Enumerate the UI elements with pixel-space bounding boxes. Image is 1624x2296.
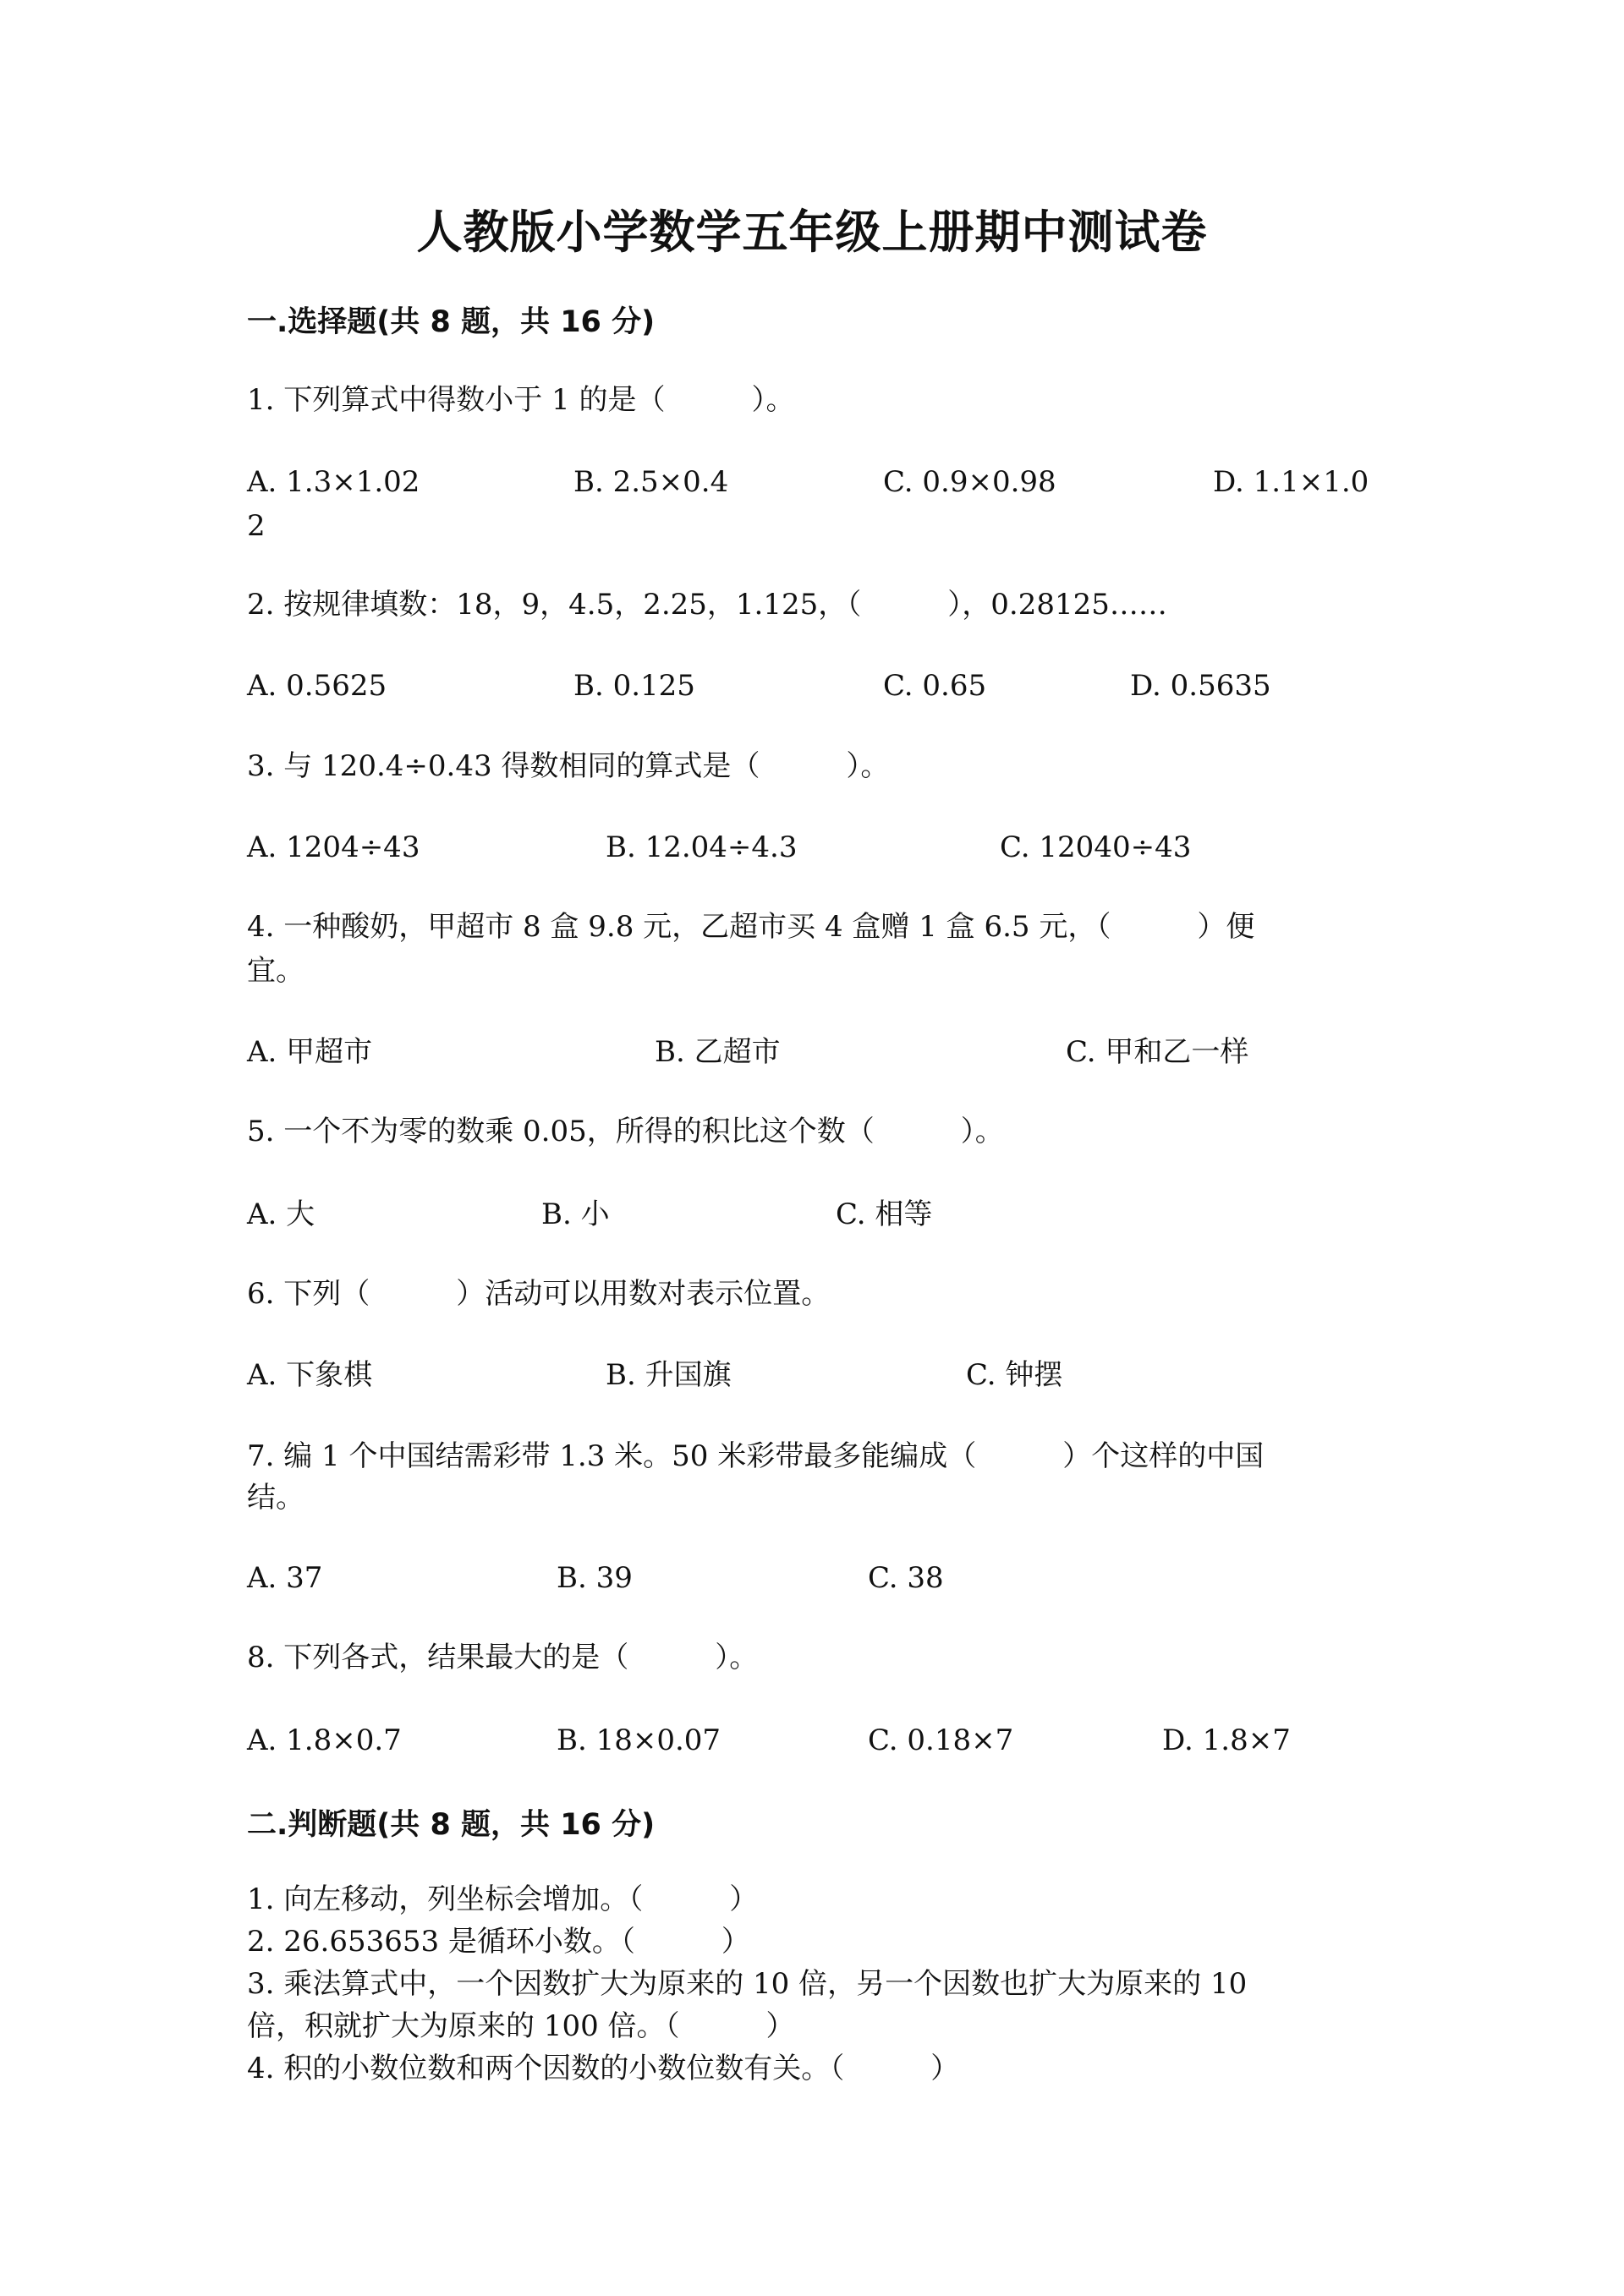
judgement-item-2: 2. 26.653653 是循环小数。（ ） [247, 1925, 750, 1959]
question-3-option-c: C. 12040÷43 [1000, 830, 1192, 864]
question-8-option-a: A. 1.8×0.7 [247, 1723, 402, 1757]
question-8-stem: 8. 下列各式，结果最大的是（ ）。 [247, 1641, 759, 1674]
question-1-stem: 1. 下列算式中得数小于 1 的是（ ）。 [247, 383, 795, 417]
question-4-option-b: B. 乙超市 [655, 1035, 781, 1069]
question-3-option-a: A. 1204÷43 [247, 830, 420, 864]
page-title: 人教版小学数学五年级上册期中测试卷 [416, 205, 1208, 259]
question-5-option-a: A. 大 [247, 1197, 315, 1231]
judgement-item-3: 3. 乘法算式中，一个因数扩大为原来的 10 倍，另一个因数也扩大为原来的 10 [247, 1967, 1248, 2001]
question-2-stem: 2. 按规律填数：18，9，4.5，2.25，1.125，（ ），0.28125…… [247, 588, 1167, 622]
judgement-item-3-wrap: 倍，积就扩大为原来的 100 倍。（ ） [247, 2009, 795, 2043]
question-8-option-c: C. 0.18×7 [868, 1723, 1014, 1757]
question-5-stem: 5. 一个不为零的数乘 0.05，所得的积比这个数（ ）。 [247, 1115, 1004, 1148]
question-1-option-c: C. 0.9×0.98 [883, 465, 1056, 499]
question-4-stem: 4. 一种酸奶，甲超市 8 盒 9.8 元，乙超市买 4 盒赠 1 盒 6.5 元，（ ）便 [247, 910, 1255, 944]
judgement-item-1: 1. 向左移动，列坐标会增加。（ ） [247, 1882, 759, 1916]
question-7-option-b: B. 39 [557, 1561, 633, 1595]
question-6-stem: 6. 下列（ ）活动可以用数对表示位置。 [247, 1277, 831, 1311]
question-1-option-d: D. 1.1×1.0 [1213, 465, 1369, 499]
question-7-stem-wrap: 结。 [247, 1481, 304, 1515]
question-3-stem: 3. 与 120.4÷0.43 得数相同的算式是（ ）。 [247, 749, 890, 783]
question-2-option-c: C. 0.65 [883, 669, 987, 703]
question-7-option-a: A. 37 [247, 1561, 323, 1595]
judgement-item-4: 4. 积的小数位数和两个因数的小数位数有关。（ ） [247, 2052, 960, 2085]
question-3-option-b: B. 12.04÷4.3 [606, 830, 798, 864]
question-7-stem: 7. 编 1 个中国结需彩带 1.3 米。50 米彩带最多能编成（ ）个这样的中国 [247, 1439, 1265, 1473]
question-1-option-b: B. 2.5×0.4 [573, 465, 729, 499]
question-2-option-b: B. 0.125 [573, 669, 695, 703]
question-2-option-d: D. 0.5635 [1130, 669, 1271, 703]
question-4-option-c: C. 甲和乙一样 [1066, 1035, 1249, 1069]
question-8-option-b: B. 18×0.07 [557, 1723, 721, 1757]
question-6-option-c: C. 钟摆 [966, 1358, 1063, 1392]
question-4-stem-wrap: 宜。 [247, 954, 304, 988]
question-7-option-c: C. 38 [868, 1561, 944, 1595]
question-5-option-c: C. 相等 [836, 1197, 933, 1231]
question-6-option-b: B. 升国旗 [606, 1358, 732, 1392]
question-8-option-d: D. 1.8×7 [1162, 1723, 1291, 1757]
question-6-option-a: A. 下象棋 [247, 1358, 373, 1392]
question-1-option-d-wrap: 2 [247, 509, 266, 543]
question-2-option-a: A. 0.5625 [247, 669, 387, 703]
section-heading-choice: 一.选择题(共 8 题，共 16 分) [247, 305, 656, 339]
question-1-option-a: A. 1.3×1.02 [247, 465, 420, 499]
section-heading-judgement: 二.判断题(共 8 题，共 16 分) [247, 1808, 656, 1842]
question-4-option-a: A. 甲超市 [247, 1035, 373, 1069]
question-5-option-b: B. 小 [541, 1197, 610, 1231]
